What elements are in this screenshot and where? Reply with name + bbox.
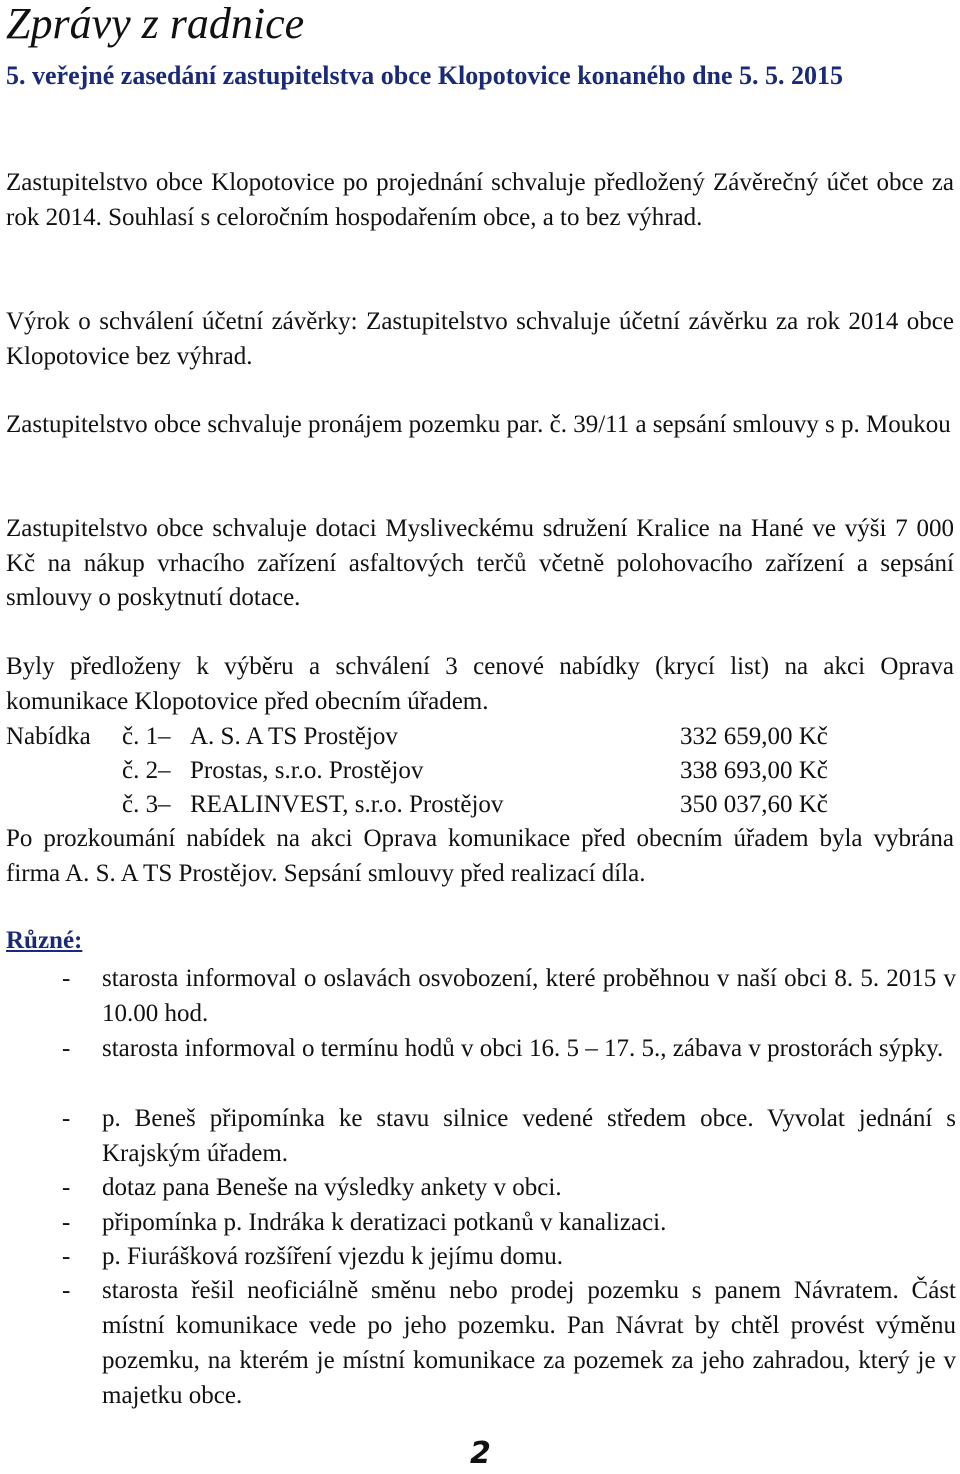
- paragraph-grant: Zastupitelstvo obce schvaluje dotaci Mysliveckému sdružení Kralice na Hané ve výši 7 000 Kč na nákup vrhacího zařízení asfaltových terčů včetně polohovacího zařízení a sepsání smlouvy o poskytnutí dotace.: [6, 515, 954, 611]
- list-item-text: dotaz pana Beneše na výsledky ankety v obci.: [102, 1174, 562, 1201]
- list-dash: -: [62, 1209, 71, 1236]
- document-page: Zprávy z radnice 5. veřejné zasedání zastupitelstva obce Klopotovice konaného dne 5. 5. 2015 Zastupitelstvo obce Klopotovice po projednání schvaluje předložený Závěrečný účet obce za rok 2014. Souhlasí s celoročním hospodařením obce, a to bez výhrad. Výrok o schválení účetní závěrky: Zastupitelstvo schvaluje účetní závěrku za rok 2014 obce Klopotovice bez výhrad. Zastupitelstvo obce schvaluje pronájem pozemku par. č. 39/11 a sepsání smlouvy s p. Moukou Zastupitelstvo obce schvaluje dotaci Mysliveckému sdružení Kralice na Hané ve výši 7 000 Kč na nákup vrhacího zařízení asfaltových terčů včetně polohovacího zařízení a sepsání smlouvy o poskytnutí dotace. Byly předloženy k výběru a schválení 3 cenové nabídky (krycí list) na akci Oprava komunikace Klopotovice před obecním úřadem. Nabídka č. 1 – A. S. A TS Prostějov 332 659,00 Kč č. 2 – Prostas, s.r.o. Prostějov 338 693,00 Kč č. 3 – REALINVEST, s.r.o. Prostějov 350 037,60 Kč Po prozkoumání nabídek na akci Oprava komunikace před obecním úřadem byla vybrána firma A. S. A TS Prostějov. Sepsání smlouvy před realizací díla. Různé: - starosta informoval o oslavách osvobození, které proběhnou v naší obci 8. 5. 2015 v 10.00 hod. - starosta informoval o termínu hodů v obci 16. 5 – 17. 5., zábava v prostorách sýpky. - p. Beneš připomínka ke stavu silnice vedené středem obce. Vyvolat jednání s Krajským úřadem. - dotaz pana Beneše na výsledky ankety v obci. - připomínka p. Indráka k deratizaci potkanů v kanalizaci. - p. Fiurášková rozšíření vjezdu k jejímu domu. - starosta řešil neoficiálně směnu nebo prodej pozemku s panem Návratem. Část místní komunikace vede po jeho pozemku. Pan Návrat by chtěl provést výměnu pozemku, na kterém je místní komunikace za pozemek za jeho zahradou, který je v majetku obce. 2: [6, 0, 956, 1471]
- list-dash: -: [62, 1035, 71, 1062]
- offer-firm: Prostas, s.r.o. Prostějov: [190, 757, 424, 784]
- offer-amount: 332 659,00 Kč: [680, 723, 828, 750]
- offer-amount: 350 037,60 Kč: [680, 791, 828, 818]
- meeting-heading: 5. veřejné zasedání zastupitelstva obce Klopotovice konaného dne 5. 5. 2015: [6, 61, 844, 90]
- page-title: Zprávy z radnice: [6, 0, 305, 48]
- paragraph-conclusion: Po prozkoumání nabídek na akci Oprava komunikace před obecním úřadem byla vybrána firma A. S. A TS Prostějov. Sepsání smlouvy před realizací díla.: [6, 825, 954, 887]
- page-number: 2: [470, 1436, 491, 1471]
- paragraph-financial-statement: Výrok o schválení účetní závěrky: Zastupitelstvo schvaluje účetní závěrku za rok 2014 obce Klopotovice bez výhrad.: [6, 308, 954, 370]
- offer-amount: 338 693,00 Kč: [680, 757, 828, 784]
- offer-firm: A. S. A TS Prostějov: [190, 723, 398, 750]
- offer-number: č. 3: [122, 791, 159, 818]
- list-dash: -: [62, 1277, 71, 1304]
- list-item-text: starosta informoval o oslavách osvobození, které proběhnou v naší obci 8. 5. 2015 v 10.00 hod.: [102, 965, 956, 1027]
- offer-number: č. 1: [122, 723, 159, 750]
- paragraph-offers-intro: Byly předloženy k výběru a schválení 3 cenové nabídky (krycí list) na akci Oprava komunikace Klopotovice před obecním úřadem.: [6, 653, 954, 715]
- list-item-text: starosta informoval o termínu hodů v obci 16. 5 – 17. 5., zábava v prostorách sýpky.: [102, 1035, 944, 1062]
- list-item-text: p. Fiurášková rozšíření vjezdu k jejímu domu.: [102, 1243, 564, 1270]
- paragraph-final-account: Zastupitelstvo obce Klopotovice po projednání schvaluje předložený Závěrečný účet obce za rok 2014. Souhlasí s celoročním hospodařením obce, a to bez výhrad.: [6, 169, 954, 231]
- section-heading-misc: Různé:: [6, 927, 83, 954]
- paragraph-land-lease: Zastupitelstvo obce schvaluje pronájem pozemku par. č. 39/11 a sepsání smlouvy s p. Moukou: [6, 411, 951, 438]
- list-item-text: p. Beneš připomínka ke stavu silnice vedené středem obce. Vyvolat jednání s Krajským úřadem.: [102, 1105, 956, 1167]
- list-dash: -: [62, 1105, 71, 1132]
- list-dash: -: [62, 965, 71, 992]
- list-dash: -: [62, 1174, 71, 1201]
- list-item-text: připomínka p. Indráka k deratizaci potkanů v kanalizaci.: [102, 1209, 667, 1236]
- list-item-text: starosta řešil neoficiálně směnu nebo prodej pozemku s panem Návratem. Část místní komunikace vede po jeho pozemku. Pan Návrat by chtěl provést výměnu pozemku, na kterém je místní komunikace za pozemek za jeho zahradou, který je v majetku obce.: [102, 1277, 956, 1409]
- offer-number: č. 2: [122, 757, 159, 784]
- offer-label: Nabídka: [6, 723, 91, 750]
- list-dash: -: [62, 1243, 71, 1270]
- offer-firm: REALINVEST, s.r.o. Prostějov: [190, 791, 504, 818]
